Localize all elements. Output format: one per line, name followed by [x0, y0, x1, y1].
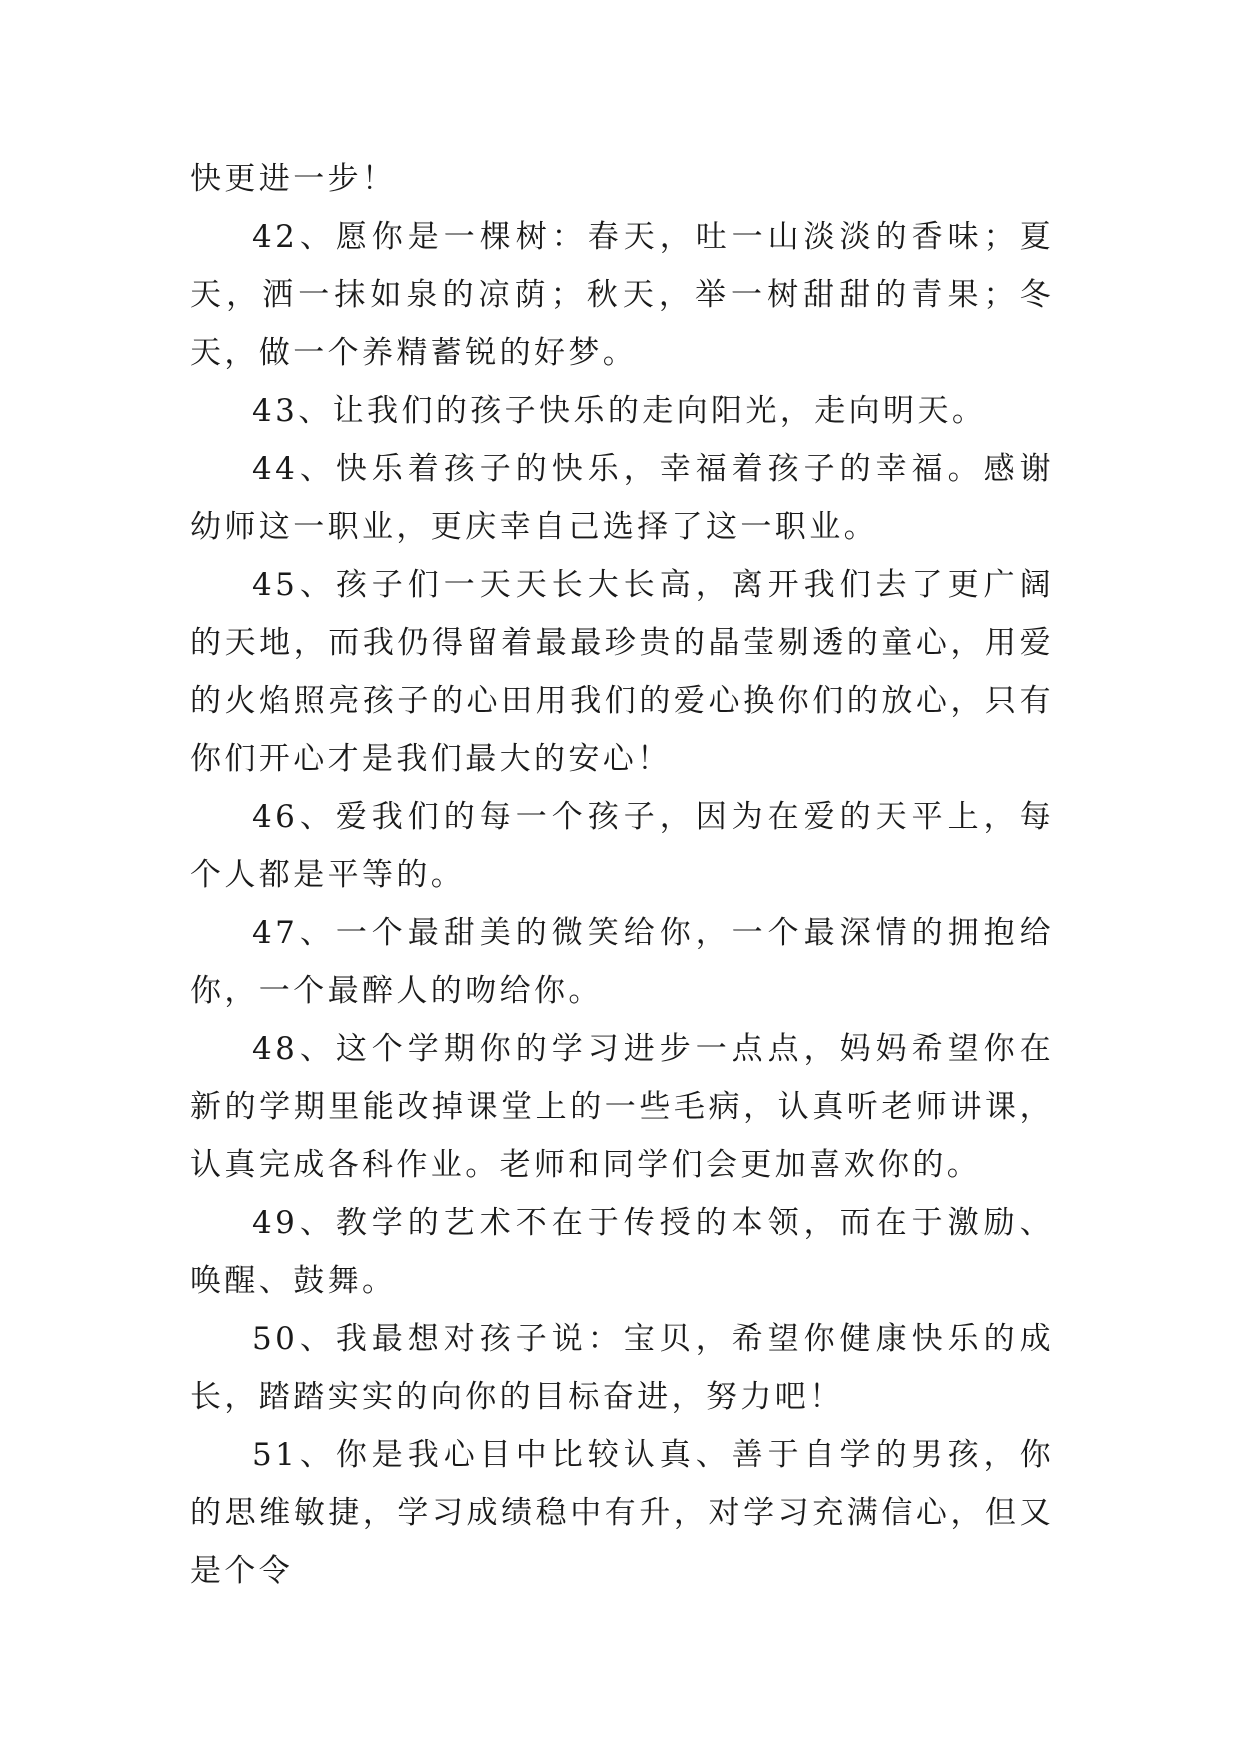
- paragraph-44: 44、快乐着孩子的快乐，幸福着孩子的幸福。感谢幼师这一职业，更庆幸自己选择了这一职业。: [190, 451, 1054, 545]
- paragraph-42: 42、愿你是一棵树：春天，吐一山淡淡的香味；夏天，洒一抹如泉的凉荫；秋天，举一树甜甜的青果；冬天，做一个养精蓄锐的好梦。: [190, 219, 1054, 371]
- paragraph-50: 50、我最想对孩子说：宝贝，希望你健康快乐的成长，踏踏实实的向你的目标奋进，努力吧！: [190, 1321, 1054, 1415]
- paragraph-45: 45、孩子们一天天长大长高，离开我们去了更广阔的天地，而我仍得留着最最珍贵的晶莹剔透的童心，用爱的火焰照亮孩子的心田用我们的爱心换你们的放心，只有你们开心才是我们最大的安心！: [190, 567, 1054, 777]
- document-body: [190, 150, 1054, 1600]
- paragraph-51: 51、你是我心目中比较认真、善于自学的男孩，你的思维敏捷，学习成绩稳中有升，对学习充满信心，但又是个令: [190, 1437, 1054, 1589]
- paragraph-continuation: 快更进一步！: [190, 161, 397, 197]
- paragraph-48: 48、这个学期你的学习进步一点点，妈妈希望你在新的学期里能改掉课堂上的一些毛病，认真听老师讲课，认真完成各科作业。老师和同学们会更加喜欢你的。: [190, 1031, 1054, 1183]
- paragraph-49: 49、教学的艺术不在于传授的本领，而在于激励、唤醒、鼓舞。: [190, 1205, 1054, 1299]
- paragraph-43: 43、让我们的孩子快乐的走向阳光，走向明天。: [252, 393, 987, 429]
- paragraph-47: 47、一个最甜美的微笑给你，一个最深情的拥抱给你，一个最醉人的吻给你。: [190, 915, 1054, 1009]
- paragraph-46: 46、爱我们的每一个孩子，因为在爱的天平上，每个人都是平等的。: [190, 799, 1054, 893]
